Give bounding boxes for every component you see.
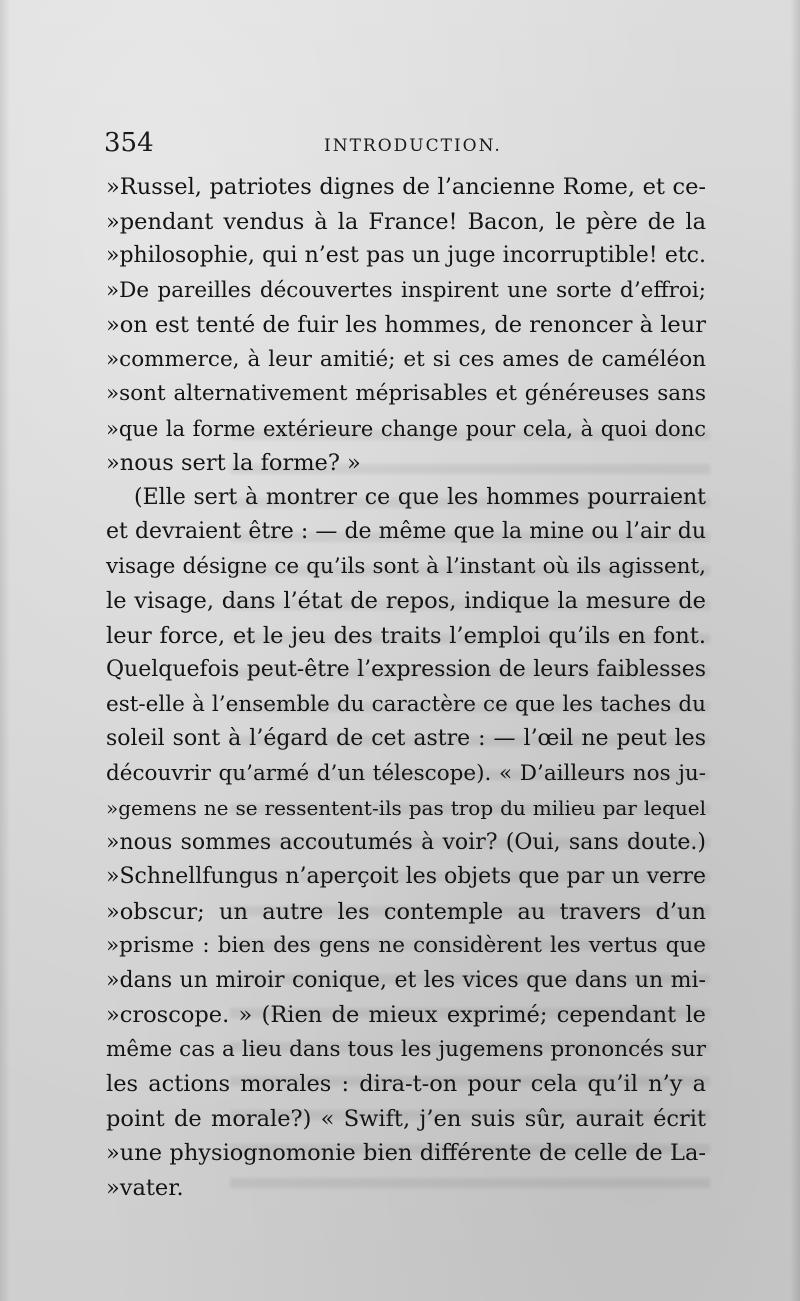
text-line: »croscope. » (Rien de mieux exprimé; cependant le	[106, 1002, 706, 1028]
text-line: et devraient être : — de même que la mine ou l’air du	[106, 519, 706, 544]
text-line: soleil sont à l’égard de cet astre : — l’œil ne peut les	[106, 726, 706, 751]
text-line: Quelquefois peut-être l’expression de leurs faiblesses	[106, 657, 706, 682]
body-text	[106, 170, 706, 1205]
text-line: »vater.	[106, 1174, 184, 1201]
text-line: »gemens ne se ressentent-ils pas trop du milieu par lequel	[106, 796, 706, 820]
text-line: visage désigne ce qu’ils sont à l’instant où ils agissent,	[106, 553, 706, 579]
text-line: »Schnellfungus n’aperçoit les objets que par un verre	[106, 864, 707, 889]
text-line: »De pareilles découvertes inspirent une sorte d’effroi;	[106, 277, 706, 303]
text-line: »sont alternativement méprisables et généreuses sans	[106, 381, 706, 406]
text-line: »Russel, patriotes dignes de l’ancienne Rome, et ce-	[106, 174, 706, 200]
text-line: »nous sommes accoutumés à voir? (Oui, sans doute.)	[106, 829, 706, 855]
text-line: »on est tenté de fuir les hommes, de renoncer à leur	[106, 312, 706, 338]
text-line: »nous sert la forme? »	[106, 450, 361, 476]
text-line: même cas a lieu dans tous les jugemens prononcés sur	[106, 1036, 706, 1062]
page-number: 354	[104, 128, 154, 158]
text-line: (Elle sert à montrer ce que les hommes pourraient	[134, 484, 706, 510]
text-line: »philosophie, qui n’est pas un juge incorruptible! etc.	[106, 243, 706, 268]
text-line: »obscur; un autre les contemple au travers d’un	[106, 898, 706, 925]
section-title: INTRODUCTION.	[324, 136, 502, 156]
text-line: »que la forme extérieure change pour cela, à quoi donc	[106, 416, 706, 441]
text-line: »une physiognomonie bien différente de celle de La-	[106, 1140, 706, 1166]
page-edge-shadow-right	[790, 0, 800, 1301]
text-line: est-elle à l’ensemble du caractère ce que les taches du	[106, 691, 706, 717]
text-line: »commerce, à leur amitié; et si ces ames de caméléon	[106, 346, 706, 372]
page-edge-shadow-left	[0, 0, 10, 1301]
text-line: les actions morales : dira-t-on pour cela qu’il n’y a	[106, 1071, 706, 1097]
text-line: point de morale?) « Swift, j’en suis sûr, aurait écrit	[106, 1105, 706, 1132]
text-line: »pendant vendus à la France! Bacon, le père de la	[106, 208, 706, 235]
text-line: »dans un miroir conique, et les vices que dans un mi-	[106, 967, 706, 993]
text-line: le visage, dans l’état de repos, indique la mesure de	[106, 588, 706, 614]
running-head	[104, 128, 700, 162]
text-line: découvrir qu’armé d’un télescope). « D’ailleurs nos ju-	[106, 760, 706, 786]
text-line: »prisme : bien des gens ne considèrent les vertus que	[106, 933, 706, 958]
text-line: leur force, et le jeu des traits l’emploi qu’ils en font.	[106, 622, 706, 649]
